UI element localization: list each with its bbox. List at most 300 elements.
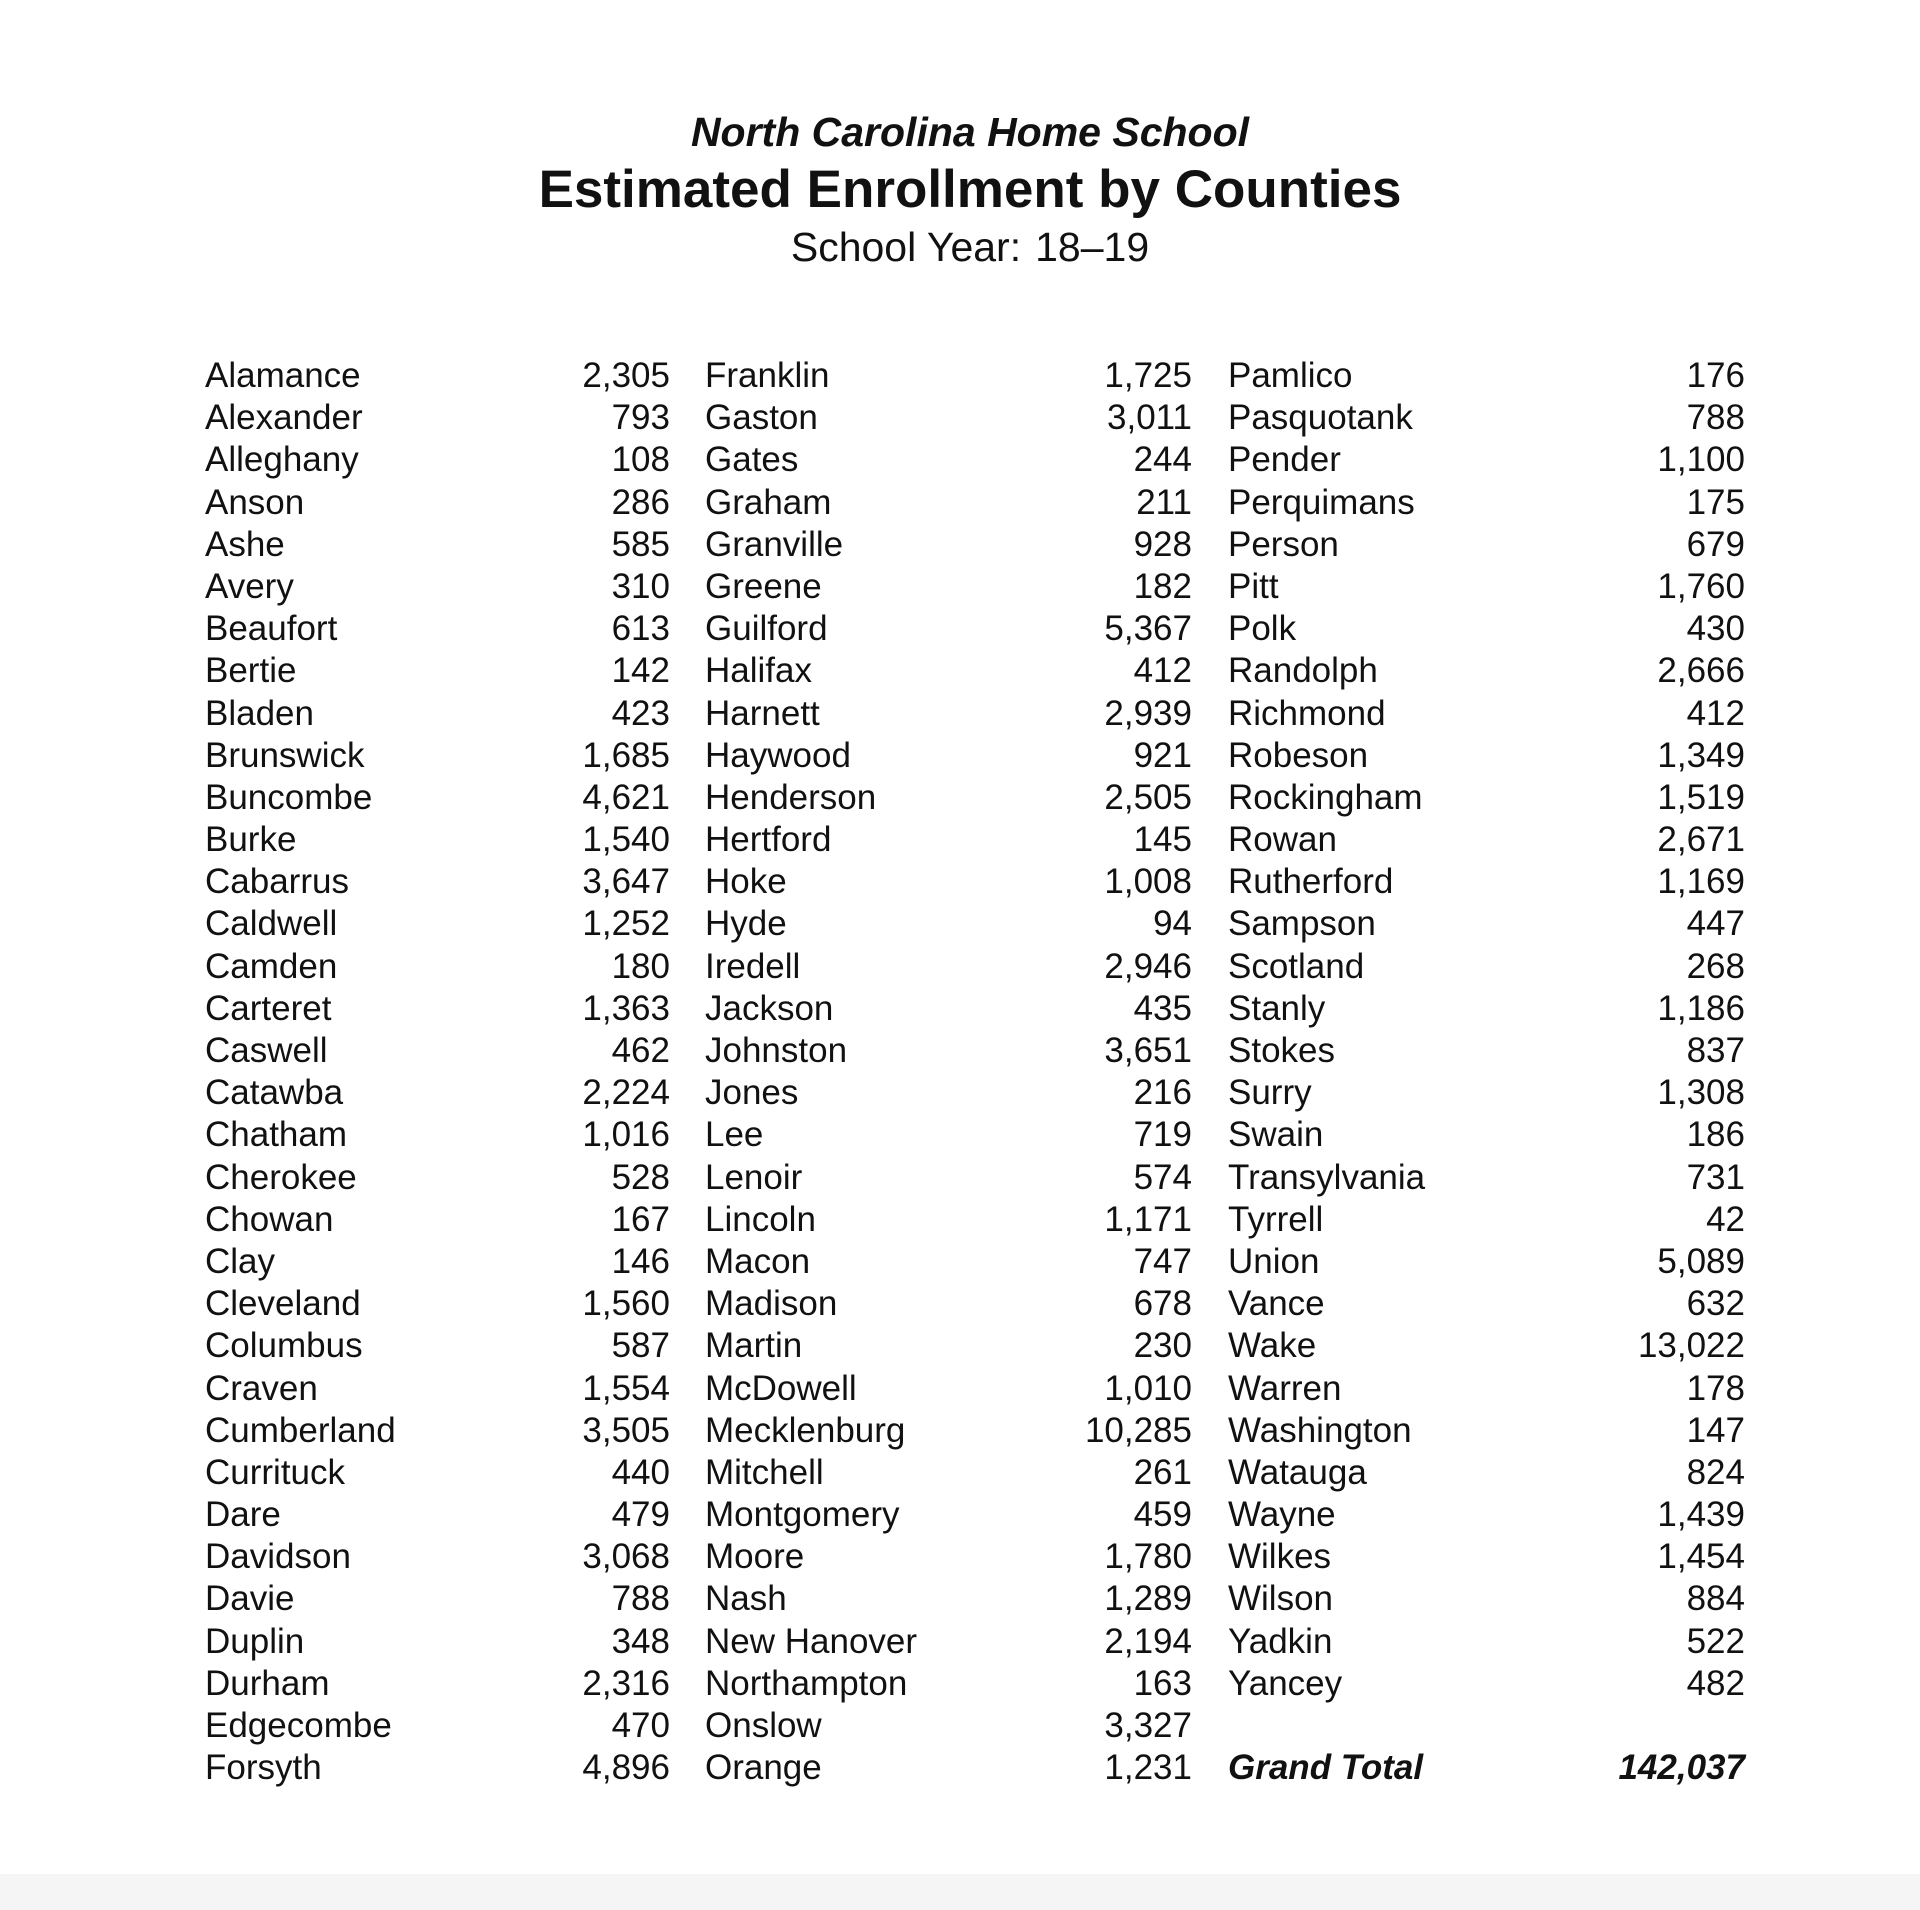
county-name: Caswell: [205, 1031, 328, 1070]
county-row: [205, 1705, 670, 1747]
county-row: [205, 1199, 670, 1241]
county-enrollment: 435: [1133, 988, 1192, 1028]
county-row: [1228, 524, 1745, 566]
county-enrollment: 1,560: [582, 1284, 670, 1324]
county-enrollment: 1,169: [1657, 862, 1745, 902]
county-enrollment: 1,349: [1657, 735, 1745, 775]
county-row: [205, 777, 670, 819]
county-row: [705, 735, 1192, 777]
county-row: [205, 1578, 670, 1620]
county-row: [205, 482, 670, 524]
county-name: Hertford: [705, 820, 832, 860]
county-name: McDowell: [705, 1368, 857, 1408]
county-name: Lincoln: [705, 1199, 816, 1239]
county-name: Northampton: [705, 1663, 908, 1703]
county-name: Hoke: [705, 862, 787, 902]
county-row: [705, 1072, 1192, 1114]
county-enrollment: 182: [1133, 566, 1192, 606]
county-row: [205, 397, 670, 439]
county-enrollment: 462: [611, 1031, 670, 1070]
county-name: Halifax: [705, 651, 812, 691]
county-name: Anson: [205, 482, 305, 522]
county-enrollment: 163: [1133, 1663, 1192, 1703]
county-enrollment: 5,089: [1657, 1241, 1745, 1281]
county-name: Pender: [1228, 440, 1341, 480]
county-name: New Hanover: [705, 1621, 918, 1661]
grand-total-value: 142,037: [1618, 1748, 1745, 1788]
county-name: Hyde: [705, 904, 787, 944]
county-row: [705, 1452, 1192, 1494]
county-enrollment: 1,010: [1104, 1368, 1192, 1408]
county-row: [705, 650, 1192, 692]
county-row: [205, 1536, 670, 1578]
county-name: Gates: [705, 440, 799, 480]
county-name: Forsyth: [205, 1748, 322, 1788]
county-row: [1228, 397, 1745, 439]
county-row: [205, 608, 670, 650]
county-enrollment: 1,171: [1104, 1199, 1192, 1239]
county-row: [705, 1030, 1192, 1072]
county-name: Rockingham: [1228, 777, 1423, 817]
county-row: [205, 693, 670, 735]
county-enrollment: 186: [1686, 1115, 1745, 1155]
county-enrollment: 268: [1686, 946, 1745, 986]
county-name: Martin: [705, 1326, 803, 1366]
county-enrollment: 10,285: [1084, 1410, 1192, 1450]
county-enrollment: 13,022: [1637, 1326, 1745, 1366]
county-name: Rutherford: [1228, 862, 1394, 902]
county-name: Currituck: [205, 1452, 346, 1492]
county-name: Duplin: [205, 1621, 305, 1661]
school-year-label: School Year:: [790, 224, 1022, 270]
county-name: Polk: [1228, 609, 1297, 649]
county-row: [705, 1705, 1192, 1747]
county-enrollment: 1,289: [1104, 1579, 1192, 1619]
county-enrollment: 479: [611, 1495, 670, 1535]
county-enrollment: 2,316: [582, 1663, 670, 1703]
county-enrollment: 261: [1133, 1452, 1192, 1492]
county-row: [705, 693, 1192, 735]
page-bottom-band: [0, 1874, 1920, 1910]
county-row: [205, 735, 670, 777]
county-name: Iredell: [705, 946, 801, 986]
county-row: [205, 1241, 670, 1283]
county-row: [705, 1199, 1192, 1241]
county-enrollment: 587: [611, 1326, 670, 1366]
county-name: Nash: [705, 1579, 787, 1619]
county-row: [1228, 903, 1745, 945]
county-row: [1228, 1241, 1745, 1283]
county-enrollment: 2,946: [1104, 946, 1192, 986]
county-name: Scotland: [1228, 946, 1365, 986]
county-row: [705, 819, 1192, 861]
county-row: [205, 1072, 670, 1114]
county-name: Jackson: [705, 988, 834, 1028]
county-enrollment: 3,327: [1104, 1706, 1192, 1745]
county-name: Craven: [205, 1368, 318, 1408]
document-header: [0, 105, 1920, 273]
county-row: [1228, 608, 1745, 650]
county-row: [1228, 1536, 1745, 1578]
county-name: Macon: [705, 1241, 811, 1281]
county-row: [1228, 1494, 1745, 1536]
county-name: Swain: [1228, 1115, 1324, 1155]
county-name: Washington: [1228, 1410, 1412, 1450]
county-row: [705, 988, 1192, 1030]
county-enrollment: 1,308: [1657, 1073, 1745, 1113]
county-enrollment: 230: [1133, 1326, 1192, 1366]
county-enrollment: 2,505: [1104, 777, 1192, 817]
county-row: [1228, 1114, 1745, 1156]
county-enrollment: 3,651: [1104, 1031, 1192, 1070]
county-name: Pitt: [1228, 566, 1279, 606]
county-column-2: [705, 355, 1192, 1789]
county-enrollment: 522: [1686, 1621, 1745, 1661]
school-year-value: 18–19: [1035, 224, 1150, 270]
county-enrollment: 1,554: [582, 1368, 670, 1408]
county-enrollment: 719: [1133, 1115, 1192, 1155]
county-enrollment: 1,016: [582, 1115, 670, 1155]
county-row: [205, 1157, 670, 1199]
county-row: [705, 1663, 1192, 1705]
county-row: [1228, 439, 1745, 481]
county-enrollment: 928: [1133, 524, 1192, 564]
county-name: Robeson: [1228, 735, 1369, 775]
county-name: Catawba: [205, 1073, 344, 1113]
county-name: Greene: [705, 566, 822, 606]
county-enrollment: 459: [1133, 1495, 1192, 1535]
county-name: Warren: [1228, 1368, 1342, 1408]
county-enrollment: 731: [1686, 1157, 1745, 1197]
county-row: [205, 1410, 670, 1452]
county-row: [705, 355, 1192, 397]
county-enrollment: 4,621: [582, 777, 670, 817]
county-column-3: [1228, 355, 1745, 1789]
county-enrollment: 2,666: [1657, 651, 1745, 691]
county-name: Pamlico: [1228, 356, 1353, 395]
county-enrollment: 5,367: [1104, 609, 1192, 649]
county-row: [205, 903, 670, 945]
county-enrollment: 1,540: [582, 820, 670, 860]
spacer-row: [1228, 1705, 1745, 1747]
county-row: [705, 1325, 1192, 1367]
county-enrollment: 2,939: [1104, 693, 1192, 733]
county-enrollment: 3,647: [582, 862, 670, 902]
county-enrollment: 146: [611, 1241, 670, 1281]
county-name: Tyrrell: [1228, 1199, 1324, 1239]
county-row: [205, 1452, 670, 1494]
county-row: [1228, 735, 1745, 777]
county-name: Brunswick: [205, 735, 365, 775]
county-name: Cleveland: [205, 1284, 361, 1324]
county-enrollment: 585: [611, 524, 670, 564]
county-row: [1228, 482, 1745, 524]
county-row: [705, 482, 1192, 524]
county-name: Henderson: [705, 777, 877, 817]
county-name: Wilson: [1228, 1579, 1334, 1619]
county-name: Franklin: [705, 356, 830, 395]
county-row: [705, 608, 1192, 650]
county-enrollment: 2,671: [1657, 820, 1745, 860]
county-name: Guilford: [705, 609, 828, 649]
county-name: Edgecombe: [205, 1706, 392, 1745]
county-row: [705, 777, 1192, 819]
county-row: [205, 946, 670, 988]
county-name: Person: [1228, 524, 1339, 564]
county-name: Clay: [205, 1241, 276, 1281]
county-name: Columbus: [205, 1326, 363, 1366]
county-name: Burke: [205, 820, 297, 860]
county-enrollment: 747: [1133, 1241, 1192, 1281]
county-name: Lee: [705, 1115, 764, 1155]
county-enrollment: 42: [1706, 1199, 1745, 1239]
county-row: [1228, 1621, 1745, 1663]
county-name: Alleghany: [205, 440, 359, 480]
county-enrollment: 167: [611, 1199, 670, 1239]
county-row: [705, 1241, 1192, 1283]
county-name: Dare: [205, 1495, 281, 1535]
county-enrollment: 1,363: [582, 988, 670, 1028]
county-name: Harnett: [705, 693, 820, 733]
county-enrollment: 2,194: [1104, 1621, 1192, 1661]
county-row: [1228, 946, 1745, 988]
county-row: [1228, 566, 1745, 608]
county-enrollment: 1,008: [1104, 862, 1192, 902]
county-name: Richmond: [1228, 693, 1386, 733]
county-name: Surry: [1228, 1073, 1312, 1113]
county-name: Randolph: [1228, 651, 1378, 691]
county-row: [205, 1325, 670, 1367]
county-enrollment: 348: [611, 1621, 670, 1661]
county-name: Buncombe: [205, 777, 373, 817]
county-enrollment: 423: [611, 693, 670, 733]
county-row: [1228, 1410, 1745, 1452]
county-row: [705, 1621, 1192, 1663]
county-column-1: [205, 355, 670, 1789]
county-row: [705, 1283, 1192, 1325]
county-name: Cabarrus: [205, 862, 349, 902]
county-row: [1228, 988, 1745, 1030]
county-row: [205, 1747, 670, 1789]
county-name: Pasquotank: [1228, 398, 1413, 438]
county-enrollment: 216: [1133, 1073, 1192, 1113]
county-enrollment: 678: [1133, 1284, 1192, 1324]
county-row: [705, 524, 1192, 566]
county-name: Granville: [705, 524, 844, 564]
county-enrollment: 412: [1686, 693, 1745, 733]
county-row: [1228, 1452, 1745, 1494]
county-row: [705, 903, 1192, 945]
county-name: Avery: [205, 566, 294, 606]
county-name: Jones: [705, 1073, 799, 1113]
county-enrollment: 440: [611, 1452, 670, 1492]
county-enrollment: 837: [1686, 1031, 1745, 1070]
county-enrollment: 1,519: [1657, 777, 1745, 817]
county-name: Gaston: [705, 398, 818, 438]
county-row: [705, 1157, 1192, 1199]
county-enrollment: 574: [1133, 1157, 1192, 1197]
county-row: [705, 1747, 1192, 1789]
county-name: Ashe: [205, 524, 285, 564]
county-name: Carteret: [205, 988, 332, 1028]
county-enrollment: 447: [1686, 904, 1745, 944]
county-row: [205, 566, 670, 608]
county-enrollment: 211: [1136, 482, 1192, 522]
county-name: Madison: [705, 1284, 838, 1324]
county-name: Orange: [705, 1748, 822, 1788]
county-row: [205, 355, 670, 397]
county-row: [1228, 355, 1745, 397]
county-enrollment: 788: [1686, 398, 1745, 438]
county-row: [205, 524, 670, 566]
county-name: Wayne: [1228, 1495, 1336, 1535]
county-name: Graham: [705, 482, 832, 522]
county-enrollment: 884: [1686, 1579, 1745, 1619]
county-enrollment: 147: [1686, 1410, 1745, 1450]
county-name: Union: [1228, 1241, 1320, 1281]
grand-total-row: [1228, 1747, 1745, 1789]
county-name: Chatham: [205, 1115, 348, 1155]
county-enrollment: 1,760: [1657, 566, 1745, 606]
county-enrollment: 412: [1133, 651, 1192, 691]
county-enrollment: 1,186: [1657, 988, 1745, 1028]
county-enrollment: 824: [1686, 1452, 1745, 1492]
county-row: [705, 861, 1192, 903]
county-row: [1228, 650, 1745, 692]
county-row: [705, 1536, 1192, 1578]
county-row: [205, 1114, 670, 1156]
county-enrollment: 3,011: [1107, 398, 1192, 438]
county-row: [205, 1030, 670, 1072]
county-name: Chowan: [205, 1199, 334, 1239]
county-name: Alexander: [205, 398, 363, 438]
county-row: [205, 1283, 670, 1325]
county-name: Rowan: [1228, 820, 1337, 860]
county-row: [1228, 819, 1745, 861]
county-enrollment: 921: [1133, 735, 1192, 775]
county-row: [1228, 777, 1745, 819]
county-row: [1228, 1283, 1745, 1325]
county-row: [1228, 1199, 1745, 1241]
county-enrollment: 1,439: [1657, 1495, 1745, 1535]
county-row: [205, 988, 670, 1030]
county-name: Montgomery: [705, 1495, 900, 1535]
county-name: Watauga: [1228, 1452, 1367, 1492]
county-enrollment: 108: [611, 440, 670, 480]
county-enrollment: 178: [1686, 1368, 1745, 1408]
county-name: Caldwell: [205, 904, 338, 944]
county-enrollment: 528: [611, 1157, 670, 1197]
county-row: [1228, 1663, 1745, 1705]
grand-total-label: Grand Total: [1228, 1748, 1424, 1788]
county-enrollment: 244: [1133, 440, 1192, 480]
county-enrollment: 430: [1686, 609, 1745, 649]
county-name: Cumberland: [205, 1410, 396, 1450]
county-row: [1228, 1157, 1745, 1199]
county-name: Mitchell: [705, 1452, 824, 1492]
county-row: [705, 1494, 1192, 1536]
county-enrollment: 2,224: [582, 1073, 670, 1113]
county-enrollment: 1,252: [582, 904, 670, 944]
county-row: [205, 1663, 670, 1705]
county-row: [1228, 1030, 1745, 1072]
county-row: [705, 946, 1192, 988]
county-enrollment: 613: [611, 609, 670, 649]
county-enrollment: 94: [1153, 904, 1192, 944]
county-name: Camden: [205, 946, 338, 986]
county-row: [705, 566, 1192, 608]
county-name: Transylvania: [1228, 1157, 1426, 1197]
county-name: Beaufort: [205, 609, 338, 649]
county-row: [1228, 861, 1745, 903]
county-name: Perquimans: [1228, 482, 1415, 522]
county-enrollment: 2,305: [582, 356, 670, 395]
county-name: Johnston: [705, 1031, 848, 1070]
county-enrollment: 176: [1686, 356, 1745, 395]
county-enrollment: 1,725: [1104, 356, 1192, 395]
county-name: Stokes: [1228, 1031, 1335, 1070]
county-name: Haywood: [705, 735, 851, 775]
county-name: Onslow: [705, 1706, 822, 1745]
county-enrollment: 482: [1686, 1663, 1745, 1703]
county-enrollment: 1,685: [582, 735, 670, 775]
county-enrollment: 470: [611, 1706, 670, 1745]
county-row: [205, 1621, 670, 1663]
county-row: [1228, 1578, 1745, 1620]
county-enrollment: 145: [1133, 820, 1192, 860]
county-name: Davidson: [205, 1537, 351, 1577]
county-row: [705, 1114, 1192, 1156]
document-title: Estimated Enrollment by Counties: [538, 160, 1402, 219]
county-row: [705, 397, 1192, 439]
county-name: Moore: [705, 1537, 805, 1577]
county-name: Cherokee: [205, 1157, 357, 1197]
document-subtitle: North Carolina Home School: [690, 109, 1250, 155]
county-enrollment: 142: [611, 651, 670, 691]
county-row: [1228, 693, 1745, 735]
county-enrollment: 679: [1686, 524, 1745, 564]
county-row: [205, 861, 670, 903]
county-name: Bladen: [205, 693, 314, 733]
county-row: [205, 819, 670, 861]
county-name: Durham: [205, 1663, 330, 1703]
county-enrollment: 3,505: [582, 1410, 670, 1450]
county-enrollment: 175: [1686, 482, 1745, 522]
county-name: Wilkes: [1228, 1537, 1332, 1577]
county-enrollment: 1,454: [1657, 1537, 1745, 1577]
county-enrollment: 793: [611, 398, 670, 438]
county-enrollment: 632: [1686, 1284, 1745, 1324]
county-row: [705, 439, 1192, 481]
county-row: [205, 650, 670, 692]
county-name: Vance: [1228, 1284, 1325, 1324]
county-name: Davie: [205, 1579, 295, 1619]
county-row: [1228, 1325, 1745, 1367]
county-row: [205, 439, 670, 481]
county-name: Sampson: [1228, 904, 1376, 944]
county-row: [1228, 1072, 1745, 1114]
county-enrollment: 3,068: [582, 1537, 670, 1577]
county-name: Yadkin: [1228, 1621, 1333, 1661]
county-row: [1228, 1368, 1745, 1410]
county-row: [705, 1578, 1192, 1620]
county-name: Stanly: [1228, 988, 1326, 1028]
county-row: [205, 1368, 670, 1410]
county-enrollment: 1,780: [1104, 1537, 1192, 1577]
county-name: Lenoir: [705, 1157, 803, 1197]
county-enrollment: 180: [611, 946, 670, 986]
school-year: [20, 221, 1920, 273]
